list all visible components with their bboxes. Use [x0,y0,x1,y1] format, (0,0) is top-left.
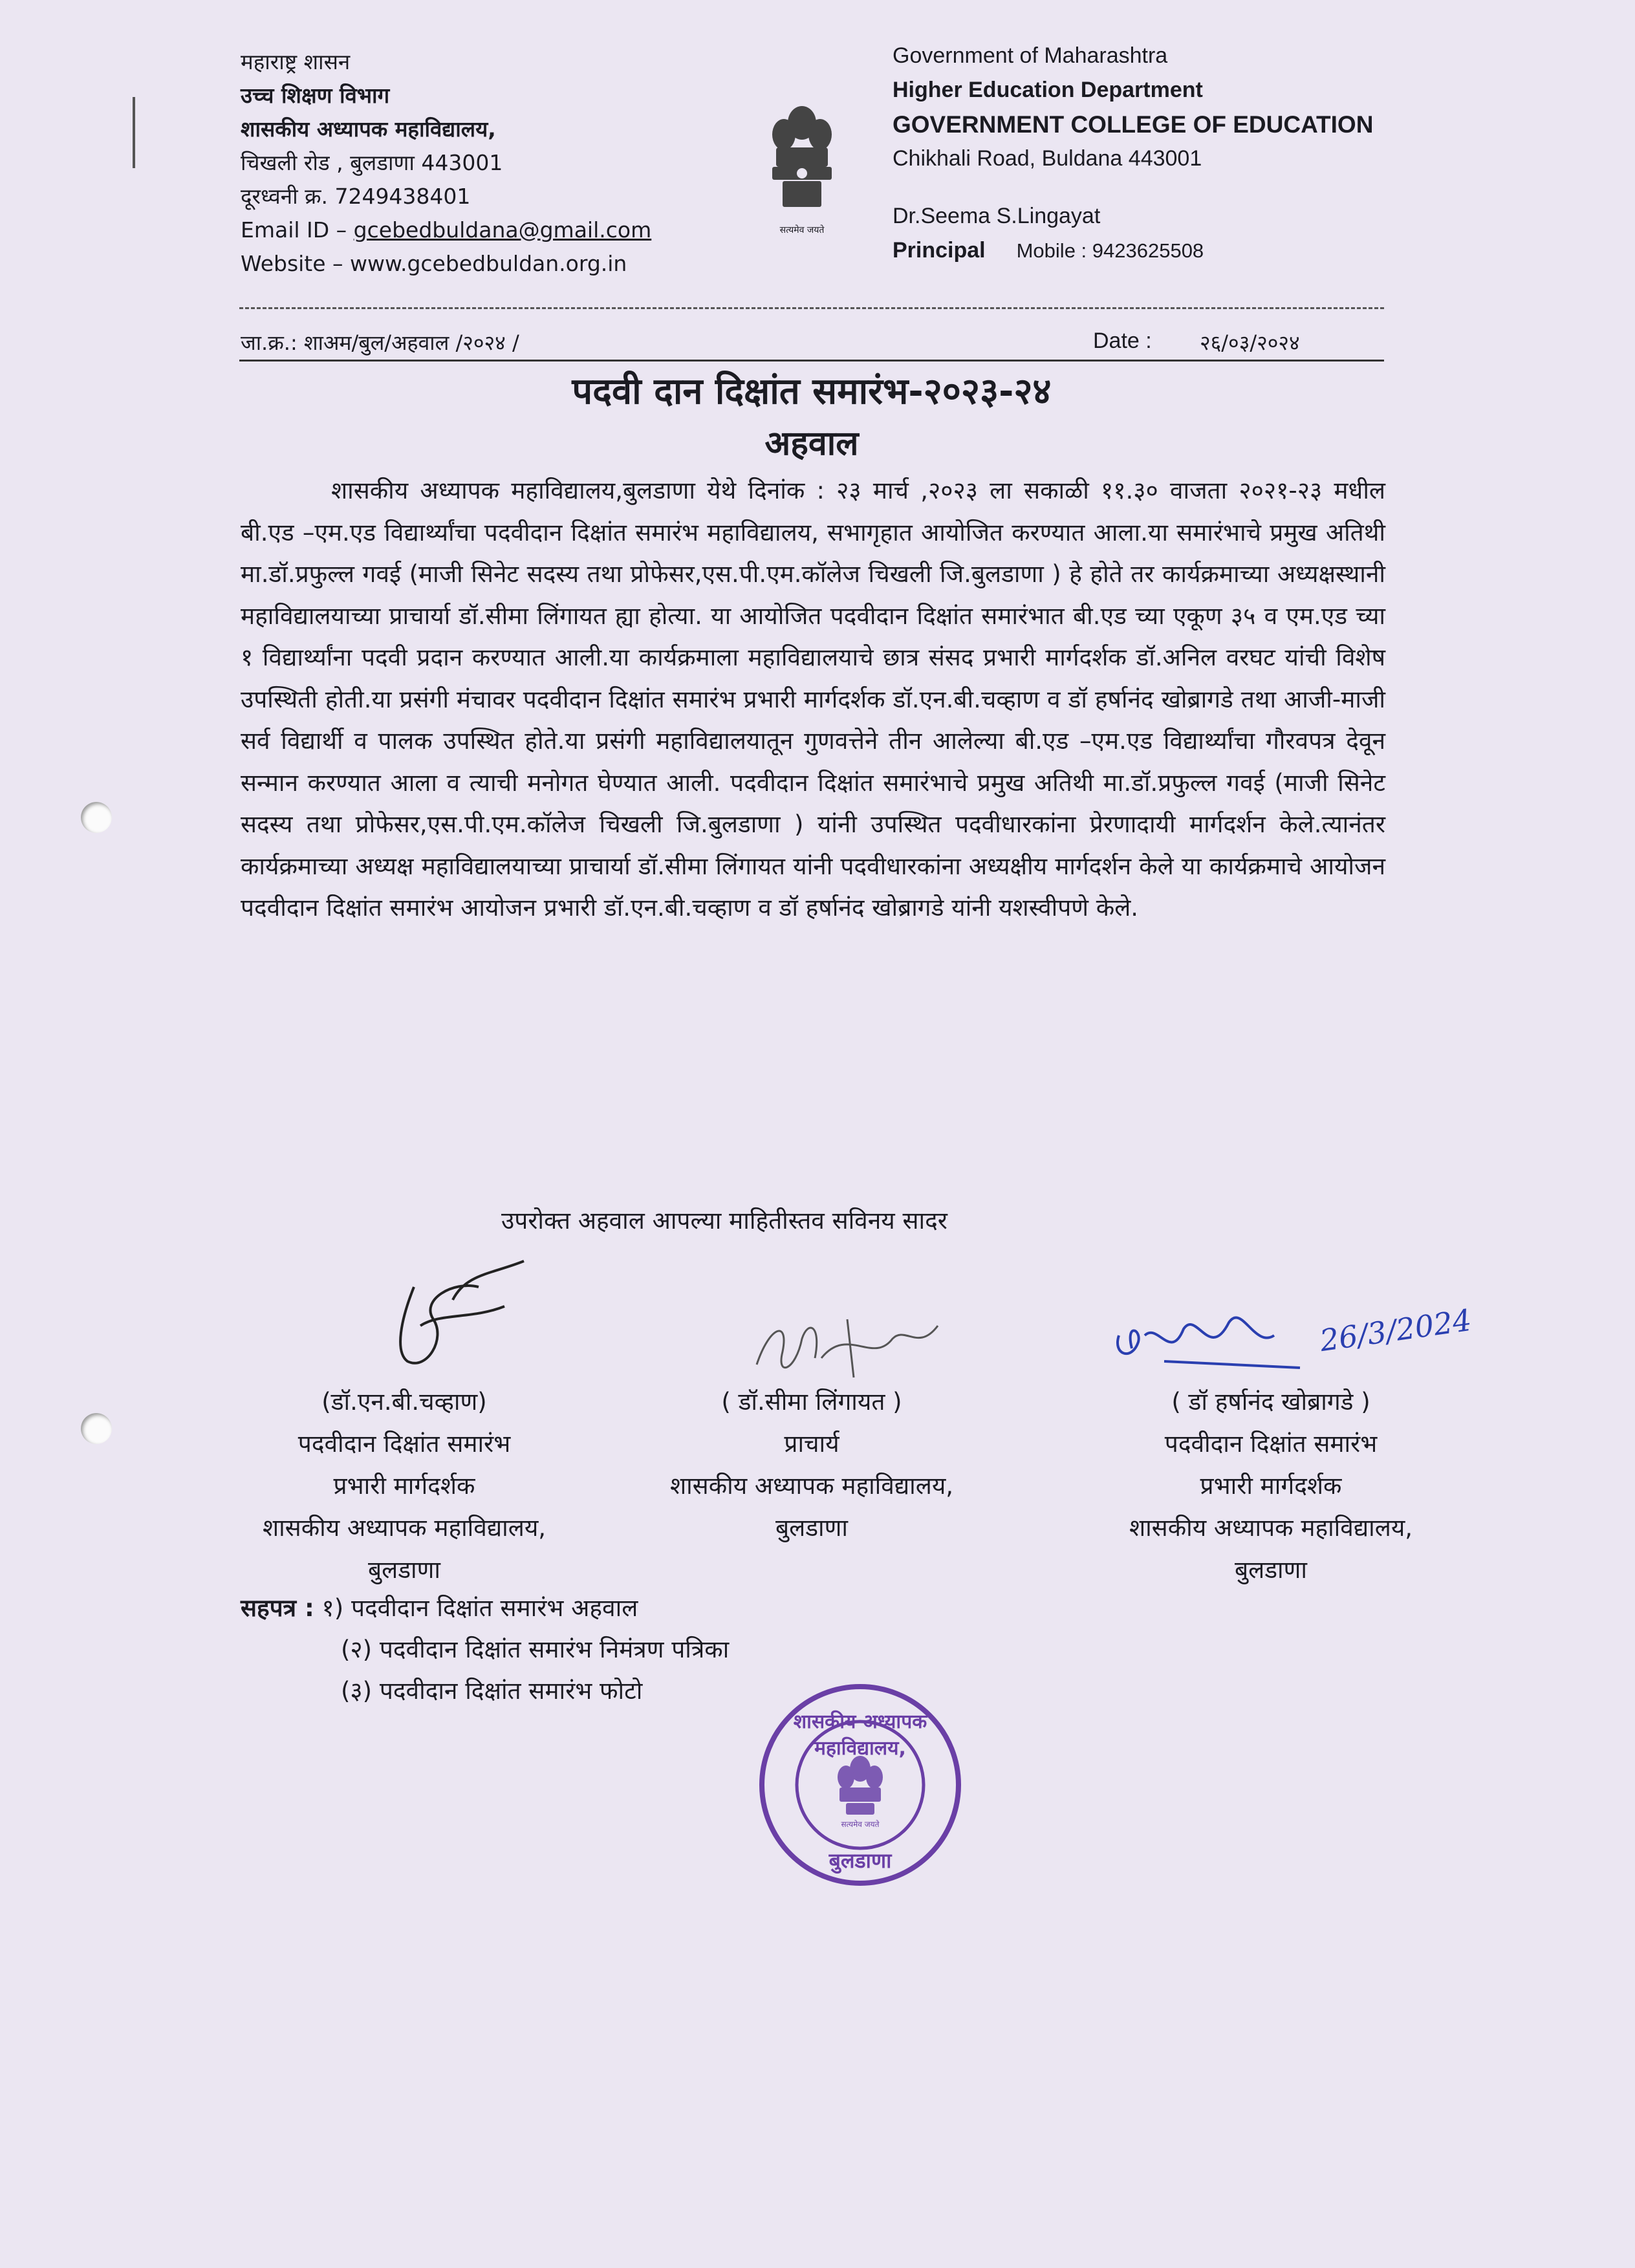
signature-chavhan [375,1248,543,1377]
punch-hole-bottom [81,1413,112,1444]
signatory-role: शासकीय अध्यापक महाविद्यालय, [262,1514,547,1542]
annex-label: सहपत्र : [241,1594,314,1622]
signatory-city: बुलडाणा [1235,1556,1307,1584]
signatory-role: शासकीय अध्यापक महाविद्यालय, [669,1472,954,1500]
govt-en: Government of Maharashtra [893,43,1168,68]
header-right [893,39,1373,268]
signatory-2 [601,1381,1022,1549]
signatory-1 [194,1381,614,1591]
stamp-arc-text: शासकीय अध्यापक महाविद्यालय, [793,1711,927,1760]
official-stamp [757,1681,964,1888]
annex-item: १) पदवीदान दिक्षांत समारंभ अहवाल [321,1594,638,1622]
signature-khobragade [1106,1297,1332,1381]
department: उच्च शिक्षण विभाग [241,83,390,108]
date-label: Date : [1093,329,1152,353]
signatory-role: बुलडाणा [775,1514,848,1542]
report-paragraph: शासकीय अध्यापक महाविद्यालय,बुलडाणा येथे दिनांक : २३ मार्च ,२०२३ ला सकाळी ११.३० वाजता २०२१-२३ मधील बी.एड –एम.एड विद्यार्थ्यांचा पदवीदान दिक्षांत समारंभ महाविद्यालय, सभागृहात आयोजित करण्यात आला.या समारंभाचे प्रमुख अतिथी मा.डॉ.प्रफुल्ल गवई (माजी सिनेट सदस्य तथा प्रोफेसर,एस.पी.एम.कॉलेज चिखली जि.बुलडाणा ) हे होते तर कार्यक्रमाच्या अध्यक्षस्थानी महाविद्यालयाच्या प्राचार्या डॉ.सीमा लिंगायत ह्या होत्या. या आयोजित पदवीदान दिक्षांत समारंभात बी.एड च्या एकूण ३५ व एम.एड च्या १ विद्यार्थ्यांना पदवी प्रदान करण्यात आली.या कार्यक्रमाला महाविद्यालयाचे छात्र संसद प्रभारी मार्गदर्शक डॉ.अनिल वरघट यांची विशेष उपस्थिती होती.या प्रसंगी मंचावर पदवीदान दिक्षांत समारंभ प्रभारी मार्गदर्शक डॉ.एन.बी.चव्हाण व डॉ हर्षानंद खोब्रागडे तथा आजी-माजी सर्व विद्यार्थी व पालक उपस्थित होते.या प्रसंगी महाविद्यालयातून गुणवत्तेने तीन आलेल्या बी.एड –एम.एड विद्यार्थ्यांचा गौरवपत्र देवून सन्मान करण्यात आला व त्याची मनोगत घेण्यात आली. पदवीदान दिक्षांत समारंभाचे प्रमुख अतिथी मा.डॉ.प्रफुल्ल गवई (माजी सिनेट सदस्य तथा प्रोफेसर,एस.पी.एम.कॉलेज चिखली जि.बुलडाणा ) यांनी उपस्थित पदवीधारकांना प्रेरणादायी मार्गदर्शन केले.त्यानंतर कार्यक्रमाच्या अध्यक्ष महाविद्यालयाच्या प्राचार्या डॉ.सीमा लिंगायत यांनी पदवीधारकांना अध्यक्षीय मार्गदर्शन केले या कार्यक्रमाचे आयोजन पदवीदान दिक्षांत समारंभ आयोजन प्रभारी डॉ.एन.बी.चव्हाण व डॉ हर्षानंद खोब्रागडे यांनी यशस्वीपणे केले. [241,477,1385,922]
signatory-role: शासकीय अध्यापक महाविद्यालय, [1129,1514,1413,1542]
principal-name: Dr.Seema S.Lingayat [893,204,1101,228]
stamp-motto: सत्यमेव जयते [841,1820,880,1829]
signatory-role: पदवीदान दिक्षांत समारंभ [298,1430,511,1458]
ref-number: जा.क्र.: शाअम/बुल/अहवाल /२०२४ / [241,330,519,355]
signatory-role: प्रभारी मार्गदर्शक [1200,1472,1342,1500]
signatory-name: ( डॉ.सीमा लिंगायत ) [721,1388,902,1416]
website[interactable]: Website – www.gcebedbuldan.org.in [241,251,627,276]
annex-item: (२) पदवीदान दिक्षांत समारंभ निमंत्रण पत्रिका [341,1636,730,1663]
signatory-role: प्रभारी मार्गदर्शक [333,1472,475,1500]
margin-mark [133,97,135,168]
stamp-city: बुलडाणा [828,1848,892,1873]
signatory-name: (डॉ.एन.बी.चव्हाण) [321,1388,487,1416]
signatory-name: ( डॉ हर्षानंद खोब्रागडे ) [1171,1388,1370,1416]
signatory-city: बुलडाणा [368,1556,440,1584]
header-divider [239,307,1384,309]
address: चिखली रोड , बुलडाणा 443001 [241,150,503,175]
state-govt: महाराष्ट्र शासन [241,49,351,74]
lion-capital-icon [763,97,841,226]
emblem-motto: सत्यमेव जयते [779,225,825,235]
punch-hole-top [81,802,112,833]
address-en: Chikhali Road, Buldana 443001 [893,146,1202,171]
date-value: २६/०३/२०२४ [1200,330,1300,355]
principal-line [893,233,1373,268]
email-label: Email ID – [241,217,354,243]
principal-mobile: Mobile : 9423625508 [1016,239,1204,262]
principal-label: Principal [893,238,986,263]
report-body [241,470,1385,929]
signature-date: 26/3/2024 [1317,1302,1474,1359]
page-subtitle: अहवाल [764,424,859,463]
signatory-3 [1061,1381,1481,1591]
phone: दूरध्वनी क्र. 7249438401 [241,184,471,209]
annex-block [241,1588,729,1712]
signatory-role: पदवीदान दिक्षांत समारंभ [1164,1430,1378,1458]
header-left [241,45,651,281]
college-name: शासकीय अध्यापक महाविद्यालय, [241,116,496,142]
national-emblem [763,97,841,239]
page-title: पदवी दान दिक्षांत समारंभ-२०२३-२४ [572,371,1052,413]
college-en: GOVERNMENT COLLEGE OF EDUCATION [893,111,1374,138]
email-link[interactable]: gcebedbuldana@gmail.com [353,217,652,243]
annex-row-1 [241,1588,729,1629]
dept-en: Higher Education Department [893,78,1203,102]
closing-line: उपरोक्त अहवाल आपल्या माहितीस्तव सविनय सादर [501,1207,947,1235]
annex-item: (३) पदवीदान दिक्षांत समारंभ फोटो [341,1677,643,1705]
signature-lingayat [750,1300,964,1390]
ref-divider [239,360,1384,362]
email-line [241,213,651,247]
signatory-role: प्राचार्य [784,1430,839,1458]
